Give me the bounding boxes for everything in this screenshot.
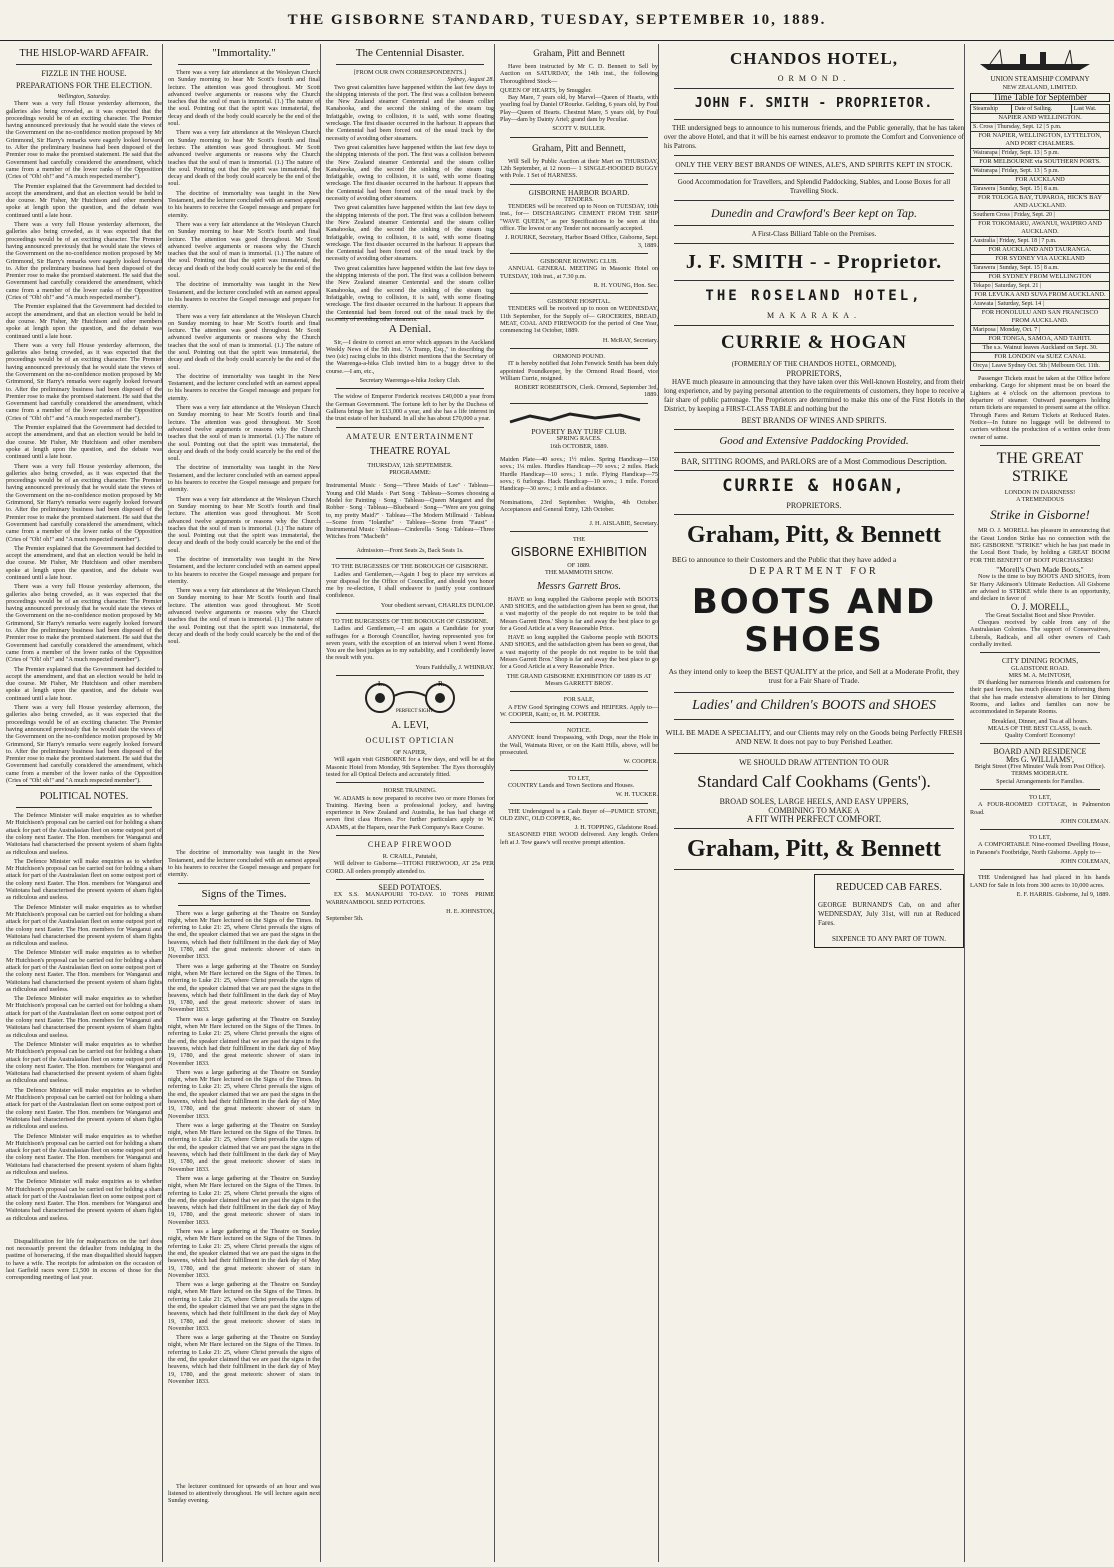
timetable-row: Southern Cross | Friday, Sept. 20 | xyxy=(970,211,1110,220)
divider xyxy=(674,869,954,870)
divider xyxy=(674,753,954,754)
timetable-route: FOR LEVUKA AND SUVA FROM AUCKLAND. xyxy=(970,291,1110,300)
ad-body: Ladies and Gentlemen,—Again I beg to place my services at your disposal for the Office of Councillor, and should you honor me by re-election, I shall endeavor to justify your continued confidence. xyxy=(326,570,494,600)
divider xyxy=(510,531,648,532)
ad-subheading: BEST BRANDS OF WINES AND SPIRITS. xyxy=(741,416,887,425)
ad-body: Now is the time to buy BOOTS AND SHOES, from Sir Harry Atkinson's Ultimate Reduction. All Gisborne are advised to STRIKE while there is an opportunity, and declare in favor of xyxy=(970,573,1110,603)
ad-body: TENDERS will be received up to noon on WEDNESDAY, 11th September, for the Supply of— GROCERIES, BREAD, MEAT, COAL AND FIREWOOD for the period of One Year, commencing 1st October, 1889. xyxy=(500,305,658,335)
ad-heading: GISBORNE HOSPITAL. xyxy=(547,298,611,306)
divider xyxy=(510,184,648,185)
divider xyxy=(674,828,954,829)
ad-subheading: A First-Class Billiard Table on the Premises. xyxy=(751,230,877,238)
ad-heading: Standard Calf Cookhams (Gents'). xyxy=(697,772,931,791)
ad-heading: Messrs Garrett Bros. xyxy=(537,580,621,592)
body-text-block: There was a large gathering at the Theatre on Sunday night, when Mr Hare lectured on the Signs of the Times. In referring to Luke 21: 25, where Christ prevails the signs of the end, the speaker claimed that we are past the signs in the heavens, which had their fulfillment in the dark day of May 19, 1780, and the great meteoric shower of stars in November 1833. There was a large gathering at the Theatre on Sunday night, when Mr Hare lectured on the Signs of the Times. In referring to Luke 21: 25, where Christ prevails the signs of the end, the speaker claimed that we are past the signs in the heavens, which had their fulfillment in the dark day of May 19, 1780, and the great meteoric shower of stars in November 1833. There was a large gathering at the Theatre on Sunday night, when Mr Hare lectured on the Signs of the Times. In referring to Luke 21: 25, where Christ prevails the signs of the end, the speaker claimed that we are past the signs in the heavens, which had their fulfillment in the dark day of May 19, 1780, and the great meteoric shower of stars in November 1833. There was a large gathering at the Theatre on Sunday night, when Mr Hare lectured on the Signs of the Times. In referring to Luke 21: 25, where Christ prevails the signs of the end, the speaker claimed that we are past the signs in the heavens, which had their fulfillment in the dark day of May 19, 1780, and the great meteoric shower of stars in November 1833. There was a large gathering at the Theatre on Sunday night, when Mr Hare lectured on the Signs of the Times. In referring to Luke 21: 25, where Christ prevails the signs of the end, the speaker claimed that we are past the signs in the heavens, which had their fulfillment in the dark day of May 19, 1780, and the great meteoric shower of stars in November 1833. There was a large gathering at the Theatre on Sunday night, when Mr Hare lectured on the Signs of the Times. In referring to Luke 21: 25, where Christ prevails the signs of the end, the speaker claimed that we are past the signs in the heavens, which had their fulfillment in the dark day of May 19, 1780, and the great meteoric shower of stars in November 1833. There was a large gathering at the Theatre on Sunday night, when Mr Hare lectured on the Signs of the Times. In referring to Luke 21: 25, where Christ prevails the signs of the end, the speaker claimed that we are past the signs in the heavens, which had their fulfillment in the dark day of May 19, 1780, and the great meteoric shower of stars in November 1833. There was a large gathering at the Theatre on Sunday night, when Mr Hare lectured on the Signs of the Times. In referring to Luke 21: 25, where Christ prevails the signs of the end, the speaker claimed that we are past the signs in the heavens, which had their fulfillment in the dark day of May 19, 1780, and the great meteoric shower of stars in November 1833. xyxy=(168,962,320,1385)
divider xyxy=(674,88,954,89)
divider xyxy=(674,692,954,693)
divider xyxy=(674,470,954,471)
ad-body: W. ADAMS is now prepared to receive two or more Horses for Training. Having been a professional jockey, and having experience in New Zealand and Australia, he has had charge of seven first class Horses. For further particulars apply to W. ADAMS, at the Haparu, near the Park Company's Race Course. xyxy=(326,794,494,831)
ad-subheading: A FIT WITH PERFECT COMFORT. xyxy=(746,814,882,824)
divider xyxy=(16,807,152,808)
ad-date: September 5th. xyxy=(326,915,364,923)
ad-heading: BOOTS AND SHOES xyxy=(691,582,937,660)
divider xyxy=(336,879,484,880)
divider xyxy=(510,722,648,723)
divider xyxy=(980,869,1100,870)
divider xyxy=(178,64,310,65)
ad-heading: TO LET, xyxy=(1028,834,1052,842)
ad-heading: HORSE TRAINING. xyxy=(383,787,437,795)
ad-body: Have been instructed by Mr C. D. Bennett to Sell by Auction on SATURDAY, the 14th inst., the following Thoroughbred Stock— xyxy=(500,63,658,85)
ad-subheading: (FORMERLY OF THE CHANDOS HOTEL, ORMOND), xyxy=(731,360,897,368)
divider xyxy=(674,225,954,226)
article-body: There was a very full House yesterday afternoon, the galleries also being crowded, as it was expected that the proceedings would be of an exciting character. The Premier having announced previously that he would state the views of the Government on the no-confidence motion proposed by Mr Grimmond, Sir Harry's remarks were eagerly looked forward to. After the preliminary business had been disposed of the Premier rose to make the promised statement. He said that the Government had carefully considered the amendment, which came from a member of the lower ranks of the Opposition (Cries of "Oh! oh!" and "A much respected member"). xyxy=(6,100,162,181)
timetable-row: Tarawera | Sunday, Sept. 15 | 8 a.m. xyxy=(970,185,1110,194)
ad-body: COUNTRY Lands and Town Sections and Houses. xyxy=(508,781,635,789)
timetable-route: FOR TONGA, SAMOA, AND TAHITI. xyxy=(970,335,1110,344)
divider xyxy=(510,137,648,138)
right-lens-label: R. xyxy=(438,680,445,689)
signature: JOHN COLEMAN, xyxy=(1060,858,1110,866)
article-body: The widow of Emperor Frederick receives £40,000 a year from the German Government. The fortune left to her by the Duchess of Galliera brings her in £13,000 a year, and she has a life interest in the trust estate of her husband. In all she has about £70,000 a year. xyxy=(326,393,494,423)
ad-subheading: COMBINING TO MAKE A xyxy=(768,806,860,815)
ad-body: THE Undersigned has had placed in his hands LAND for Sale in lots from 300 acres to 10,000 acres. xyxy=(970,874,1110,889)
timetable-route: The s.s. Wainui leaves Auckland on Sept. 30. xyxy=(970,344,1110,353)
article-body: The Defence Minister will make enquiries as to whether Mr Hutchison's proposal can be carried out for holding a sham attack for part of the Australasian fleet on some outpost port of the colony next Easter. The Hon. members for Wanganui and Waitotara had characterised the present system of sham fights as ridiculous and useless. xyxy=(6,812,162,856)
ad-subheading: MAKARAKA. xyxy=(766,311,862,320)
ad-body: HAVE so long supplied the Gisborne people with BOOTS AND SHOES, and the satisfaction given has been so great, that a vast majority of the people do not require to be told that Messrs Garrett Bros.' Shop is far and away the best place to go for a Good Article at a very Reasonable Price. xyxy=(500,595,658,632)
divider xyxy=(336,782,484,783)
article-body: Two great calamities have happened within the last few days to the shipping interests of the port. The first was a collision between the New Zealand steamer Centennial and the steam collier Kanahooka, and the second the sinking of the steam tug Infatigable, owing to collision, it is said, with some floating wreckage. The first disaster occurred in the harbour. It appears that the Centennial had been forced out of the usual track by the necessity of avoiding other steamers. Two great calamities have happened within the last few days to the shipping interests of the port. The first was a collision between the New Zealand steamer Centennial and the steam collier Kanahooka, and the second the sinking of the steam tug Infatigable, owing to collision, it is said, with some floating wreckage. The first disaster occurred in the harbour. It appears that the Centennial had been forced out of the usual track by the necessity of avoiding other steamers. Two great calamities have happened within the last few days to the shipping interests of the port. The first was a collision between the New Zealand steamer Centennial and the steam collier Kanahooka, and the second the sinking of the steam tug Infatigable, owing to collision, it is said, with some floating wreckage. The first disaster occurred in the harbour. It appears that the Centennial had been forced out of the usual track by the necessity of avoiding other steamers. Two great calamities have happened within the last few days to the shipping interests of the port. The first was a collision between the New Zealand steamer Centennial and the steam collier Kanahooka, and the second the sinking of the steam tug Infatigable, owing to collision, it is said, with some floating wreckage. The first disaster occurred in the harbour. It appears that the Centennial had been forced out of the usual track by the necessity of avoiding other steamers. xyxy=(326,83,494,323)
timetable-title: Time Table for September xyxy=(970,93,1110,102)
dateline: Sydney, August 28. xyxy=(447,76,494,84)
signature: H. E. JOHNSTON, xyxy=(446,907,494,915)
timetable-route: FOR HONOLULU AND SAN FRANCISCO FROM AUCKLAND. xyxy=(970,309,1110,326)
divider xyxy=(178,883,310,884)
ad-heading: TO LET, xyxy=(567,774,591,782)
article-body: There was a very fair attendance at the Wesleyan Church on Sunday morning to hear Mr Scott's fourth and final lecture. The attention was good throughout. Mr Scott advanced twelve arguments or reasons why the Church teaches that the soul of man is immortal. (1.) The nature of the soul. Pointing out that the spirit was immaterial, the decay and death of the body could scarcely be the end of the soul. xyxy=(168,69,320,128)
ad-subheading: ONLY THE VERY BEST BRANDS OF WINES, ALE'S, AND SPIRITS KEPT IN STOCK. xyxy=(675,160,953,169)
ad-body: Ladies and Gentlemen,—I am again a Candidate for your suffrages for a Borough Councillor, having represented you for seven years, with the exception of an interval when I went Home. You are the best judges as to my suitability, and I confidently leave the result with you. xyxy=(326,625,494,662)
timetable-route: FOR SYDNEY FROM WELLINGTON xyxy=(970,273,1110,282)
article-body: Sir,—I desire to correct an error which appears in the Auckland Weekly News of the 5th inst. "A Tramp, Esq.," in describing the two (sic) racing clubs in this district mentions that the Secretary of the Waerenga-a-hika Club invited him to a buggy drive to the course.—I am, etc., xyxy=(326,338,494,375)
divider xyxy=(336,427,484,428)
divider xyxy=(674,719,954,720)
article-title: POLITICAL NOTES. xyxy=(39,791,129,803)
timetable-header: Date of Sailing. xyxy=(1012,105,1071,114)
ad-body: TENDERS will be received up to Noon on TUESDAY, 10th inst., for— DISCHARGING CEMENT FROM THE SHIP "WAVE QUEEN," as per Specifications to be seen at this office. The lowest or any Tender not necessarily accepted. xyxy=(500,203,658,233)
timetable-row: Orcya | Leave Sydney Oct. 5th | Melbourn Oct. 11th. xyxy=(970,362,1110,371)
timetable-header: Steamship xyxy=(971,105,1012,114)
column-6 xyxy=(970,44,1110,1562)
timetable-route: FOR TOLOGA BAY, TUPAROA, HICK'S BAY AND AUCKLAND. xyxy=(970,194,1110,211)
article-body: The lecturer continued for upwards of an hour and was listened to attentively throughout. He will lecture again next Sunday evening. xyxy=(168,1482,320,1505)
ad-body: Passenger Tickets must be taken at the Office before embarking. Cargo for shipment must be on board the Lighters at 4 o'clock on the afternoon previous to departure of steamer. Outward passengers holding return tickets are requested to present same at the office. Through Fares and Return Tickets at Reduced Rates. Notice—In future no luggage will be delivered to carriers without the production of a written order from owner of same. xyxy=(970,375,1110,441)
divider xyxy=(16,64,152,65)
signature: E. F. HARRIS. Gisborne, Jul 9, 1889. xyxy=(1016,890,1110,898)
divider xyxy=(674,243,954,244)
ad-subheading: A TREMENDOUS xyxy=(1016,496,1064,504)
ad-heading: GISBORNE ROWING CLUB. xyxy=(540,257,618,265)
ad-body: WILL BE MADE A SPECIALITY, and our Clients may rely on the Goods being Perfectly FRESH AND NEW. It does not pay to buy Perished Leather. xyxy=(665,727,963,746)
divider xyxy=(336,835,484,836)
ad-subheading: BAR, SITTING ROOMS, and PARLORS are of a Most Commodious Description. xyxy=(681,457,947,466)
divider xyxy=(510,803,648,804)
ad-body: Will deliver to Gisborne—TITOKI FIREWOOD, AT 25s PER CORD. All orders promptly attended to. xyxy=(326,860,494,875)
divider xyxy=(510,293,648,294)
divider xyxy=(336,613,484,614)
ad-heading: TO LET, xyxy=(1028,793,1052,801)
column-3 xyxy=(326,44,495,1562)
divider xyxy=(674,452,954,453)
ad-subheading: PROGRAMME: xyxy=(389,468,431,476)
column-2 xyxy=(168,44,321,1562)
ad-subheading: PROPRIETORS, xyxy=(786,369,842,378)
ad-heading: CURRIE & HOGAN xyxy=(720,332,908,353)
divider xyxy=(336,388,484,389)
article-body: The Premier explained that the Government had decided to accept the amendment, and that an election would be held in due course. Mr Fisher, Mr Hutchison and other members spoke at length upon the question, and the debate was continued until a late hour. xyxy=(6,182,162,219)
timetable xyxy=(970,104,1110,114)
left-lens-label: L. xyxy=(378,680,385,689)
signature: W. H. TUCKER. xyxy=(615,791,658,799)
article-title: The Centennial Disaster. xyxy=(355,47,465,59)
signature: Secretary Waerenga-a-hika Jockey Club. xyxy=(359,377,461,385)
ad-body: ANYONE found Trespassing, with Dogs, near the Hole in the Wall, Waimata River, or on the Kaiti Hills, above, will be prosecuted. xyxy=(500,734,658,757)
timetable-route: FOR AUCKLAND xyxy=(970,176,1110,185)
ad-subheading: NEW ZEALAND, LIMITED. xyxy=(1002,83,1078,91)
ad-heading: THE xyxy=(572,535,586,543)
ad-heading: THE ROSELAND HOTEL, xyxy=(705,288,923,304)
body-text-block: The Defence Minister will make enquiries as to whether Mr Hutchison's proposal can be carried out for holding a sham attack for part of the Australasian fleet on some outpost port of the colony next Easter. The Hon. members for Wanganui and Waitotara had characterised the present system of sham fights as ridiculous and useless. The Defence Minister will make enquiries as to whether Mr Hutchison's proposal can be carried out for holding a sham attack for part of the Australasian fleet on some outpost port of the colony next Easter. The Hon. members for Wanganui and Waitotara had characterised the present system of sham fights as ridiculous and useless. The Defence Minister will make enquiries as to whether Mr Hutchison's proposal can be carried out for holding a sham attack for part of the Australasian fleet on some outpost port of the colony next Easter. The Hon. members for Wanganui and Waitotara had characterised the present system of sham fights as ridiculous and useless. The Defence Minister will make enquiries as to whether Mr Hutchison's proposal can be carried out for holding a sham attack for part of the Australasian fleet on some outpost port of the colony next Easter. The Hon. members for Wanganui and Waitotara had characterised the present system of sham fights as ridiculous and useless. The Defence Minister will make enquiries as to whether Mr Hutchison's proposal can be carried out for holding a sham attack for part of the Australasian fleet on some outpost port of the colony next Easter. The Hon. members for Wanganui and Waitotara had characterised the present system of sham fights as ridiculous and useless. The Defence Minister will make enquiries as to whether Mr Hutchison's proposal can be carried out for holding a sham attack for part of the Australasian fleet on some outpost port of the colony next Easter. The Hon. members for Wanganui and Waitotara had characterised the present system of sham fights as ridiculous and useless. The Defence Minister will make enquiries as to whether Mr Hutchison's proposal can be carried out for holding a sham attack for part of the Australasian fleet on some outpost port of the colony next Easter. The Hon. members for Wanganui and Waitotara had characterised the present system of sham fights as ridiculous and useless. The Defence Minister will make enquiries as to whether Mr Hutchison's proposal can be carried out for holding a sham attack for part of the Australasian fleet on some outpost port of the colony next Easter. The Hon. members for Wanganui and Waitotara had characterised the present system of sham fights as ridiculous and useless. xyxy=(6,857,162,1222)
timetable-header: Last Wat. xyxy=(1071,105,1109,114)
article-subtitle: PREPARATIONS FOR THE ELECTION. xyxy=(15,81,152,90)
ad-subheading: TENDERS. xyxy=(564,195,594,203)
ad-body: As they intend only to keep the BEST QUALITY at the price, and Sell at a Moderate Profit, they trust for a Fair Share of Trade. xyxy=(668,666,960,685)
ad-heading: Good and Extensive Paddocking Provided. xyxy=(719,435,909,447)
column-4 xyxy=(500,44,659,1562)
ad-heading: GISBORNE HARBOR BOARD. xyxy=(528,187,630,197)
ad-subheading: QUEEN OF HEARTS, by Smuggler. xyxy=(500,86,592,94)
signature: J. H. TOPPING, Gladstone Road. xyxy=(574,824,658,832)
ad-heading: REDUCED CAB FARES. xyxy=(836,882,942,893)
ad-subheading: WE SHOULD DRAW ATTENTION TO OUR xyxy=(739,758,889,767)
ad-subheading: The Great Socialist Boot and Shoe Provider. xyxy=(985,611,1095,619)
timetable-rows xyxy=(970,114,1110,371)
ad-body: BEG to announce to their Customers and the Public that they have added a xyxy=(672,555,897,564)
timetable-row: Arawata | Saturday, Sept. 14 | xyxy=(970,300,1110,309)
ad-heading: Graham, Pitt and Bennett, xyxy=(532,142,626,153)
ad-subheading: OCULIST OPTICIAN xyxy=(365,736,455,746)
signature: SCOTT V. BULLER. xyxy=(552,125,606,133)
ad-heading: O. J. MORELL, xyxy=(1010,602,1070,613)
article-subtitle: FIZZLE IN THE HOUSE. xyxy=(41,69,127,78)
article-title: "Immortality." xyxy=(212,47,276,59)
ad-body: A FEW Good Springing COWS and HEIFERS. Apply to— W. COOPER, Kaiti; or, H. M. PORTER. xyxy=(500,703,658,718)
ad-subheading: BROAD SOLES, LARGE HEELS, AND EASY UPPERS, xyxy=(719,797,909,806)
ad-subheading: DEPARTMENT FOR xyxy=(749,566,879,577)
ad-heading: THE GREAT STRIKE xyxy=(996,449,1084,485)
divider xyxy=(510,403,648,404)
divider xyxy=(336,675,484,676)
ad-subheading: OF 1889. xyxy=(567,562,591,570)
signature: Yours Faithfully, J. WHINRAY. xyxy=(415,663,494,671)
ad-body: Nominations, 23rd September. Weights, 4th October. Acceptances and General Entry, 12th October. xyxy=(500,498,658,514)
article-title: Signs of the Times. xyxy=(201,887,287,900)
ad-heading: JOHN F. SMITH - PROPRIETOR. xyxy=(694,96,934,111)
ad-heading: CHEAP FIREWOOD xyxy=(367,840,453,850)
timetable-row: Wairarapa | Friday, Sept. 13 | 5 p.m. xyxy=(970,167,1110,176)
ad-heading: Graham, Pitt and Bennett xyxy=(533,48,625,58)
ad-heading: A. LEVI, xyxy=(391,720,429,732)
ad-body: A COMFORTABLE Nine-roomed Dwelling House, in Paraone's Footbridge, North Gisborne. Apply to— xyxy=(970,841,1110,856)
signature: JOHN COLEMAN. xyxy=(1060,817,1110,825)
steamship-icon xyxy=(970,46,1110,72)
divider xyxy=(980,789,1100,790)
ad-body: EX S.S. MANAPOURI TO-DAY. 10 TONS PRIME WARRNAMBOOL SEED POTATOES. xyxy=(326,891,494,906)
spectacles-illustration xyxy=(326,680,494,716)
ad-body: Will Sell by Public Auction at their Mart on THURSDAY, 12th September, at 12 noon— 1 SINGLE-HOODED BUGGY with Pole. 1 Set of HARNESS. xyxy=(500,157,658,180)
divider xyxy=(980,652,1100,653)
divider xyxy=(178,905,310,906)
ad-subheading: THE MAMMOTH SHOW. xyxy=(544,569,613,577)
article-body: There was a large gathering at the Theatre on Sunday night, when Mr Hare lectured on the Signs of the Times. In referring to Luke 21: 25, where Christ prevails the signs of the end, the speaker claimed that we are past the signs in the heavens, which had their fulfillment in the dark day of May 19, 1780, and the great meteoric shower of stars in November 1833. xyxy=(168,909,320,961)
signature: J. H. AISLABIE, Secretary. xyxy=(589,519,658,527)
ad-heading: POVERTY BAY TURF CLUB. xyxy=(531,426,627,436)
ad-heading: CITY DINING ROOMS, xyxy=(1001,656,1079,666)
ad-body: IT is hereby notified that John Fenwick Smith has been duly appointed Poundkeeper, by the Ormond Road Board, vice William Currie, resigned. xyxy=(500,360,658,382)
ad-heading: ORMOND POUND. xyxy=(553,352,605,360)
divider xyxy=(16,785,152,786)
ad-subheading: Quality Comfort! Economy! xyxy=(1004,732,1076,740)
ad-heading: Dunedin and Crawford's Beer kept on Tap. xyxy=(710,206,917,220)
signature: R. H. YOUNG, Hon. Sec. xyxy=(593,281,658,289)
ad-body: Cheques received by cable from any of the Australasian Colonies. The support of Conservatives, Liberals, Radicals, and all other owners of Cash cordially invited. xyxy=(970,619,1110,648)
ad-heading: TO THE BURGESSES OF THE BOROUGH OF GISBORNE. xyxy=(331,563,489,571)
spectacles-icon xyxy=(350,680,470,716)
ad-subheading: Bright Street (Five Minutes' Walk from Post Office). xyxy=(974,763,1106,771)
timetable-row: Wairarapa | Friday, Sept. 13 | 5 p.m. xyxy=(970,149,1110,158)
ad-subheading: MEALS OF THE BEST CLASS, 1s each. xyxy=(987,724,1093,732)
ad-heading: SEED POTATOES. xyxy=(378,882,442,892)
programme-list: Instrumental Music · Song—"Three Maids of Lee" · Tableau—Young and Old Maids · Part Song · Tableau—Scenes choosing a Model for Painting · Song · Tableau—Queen Margaret and the Robber · Song · Tableau—Bluebeard · Song—"Were are you going to, my pretty Maid?" · Tableau—The Modern Millmaid · Tableau—Scene from "Iolanthe" · Tableau—Scene from "Faust" · Instrumental Music · Tableau—Cinderella · Song · Tableau—Three Witches from "Macbeth" xyxy=(326,482,494,541)
masthead: THE GISBORNE STANDARD, TUESDAY, SEPTEMBER 10, 1889. xyxy=(0,0,1114,41)
ad-subheading: ORMOND. xyxy=(777,74,851,83)
ad-heading: CHANDOS HOTEL, xyxy=(730,49,898,68)
ad-heading: GISBORNE EXHIBITION xyxy=(510,545,648,560)
ad-body: GEORGE BURNAND'S Cab, on and after WEDNESDAY, July 31st, will run at Reduced Fares. xyxy=(818,901,960,927)
divider xyxy=(510,770,648,771)
timetable-route: FOR LONDON via SUEZ CANAL xyxy=(970,353,1110,362)
ad-body: Bay Mare, 7 years old, by Marvel—Queen of Hearts, with yearling foal by Daniel O'Rourke. Gelding, 6 years old, by Foul Play—Queen of Hearts. Chestnut Mare, 5 years old, by Foul Play—dam by Dainty Ariel; grand dam by Peculiar. xyxy=(500,94,659,124)
ad-heading: CURRIE & HOGAN, xyxy=(722,476,906,496)
signature: Your obedient servant, CHARLES DUNLOP. xyxy=(380,601,494,609)
divider xyxy=(674,155,954,156)
column-1 xyxy=(6,44,163,1562)
timetable-row: Tarawera | Sunday, Sept. 15 | 8 a.m. xyxy=(970,264,1110,273)
ad-heading: AMATEUR ENTERTAINMENT xyxy=(345,431,475,441)
timetable-route: FOR AUCKLAND AND TAURANGA. xyxy=(970,246,1110,255)
divider xyxy=(336,558,484,559)
ad-subheading: Breakfast, Dinner, and Tea at all hours. xyxy=(991,717,1089,725)
ad-body: HAVE much pleasure in announcing that they have taken over this Well-known Hostelry, and from their long experience, and by paying personal attention to the requirements of customers, they hope to receive a fair share of public patronage. The Proprietors are determined to make this one of the First Hotels in the District, by keeping a FIRST-CLASS TABLE and nothing but the xyxy=(664,378,964,413)
timetable-route: FOR SYDNEY VIA AUCKLAND xyxy=(970,255,1110,264)
article-title: THE HISLOP-WARD AFFAIR. xyxy=(19,48,149,59)
divider xyxy=(980,829,1100,830)
timetable-route: FOR MELBOURNE via SOUTHERN PORTS. xyxy=(970,158,1110,167)
ad-body: MR O. J. MORELL has pleasure in announcing that the Great London Strike has no connection with the BIG GISBORNE "STRIKE" which he has just made in the Local Boot Trade, by holding a GREAT BOOM FOR THE BENEFIT OF BOOT PURCHASERS! xyxy=(970,527,1110,564)
divider xyxy=(980,445,1100,446)
ad-body: Maiden Plate—40 sovs.; 1½ miles. Spring Handicap—150 sovs.; 1¼ miles. Hurdles Handicap—70 sovs.; 2 miles. Hack Hurdle Handicap—10 sovs.; 1 mile. Flying Handicap—75 sovs.; 6 furlongs. Hack Handicap—10 sovs.; 1 mile. Forced Handicap—30 sovs.; 1 mile and a distance. xyxy=(500,456,658,493)
ad-body: IN thanking her numerous friends and customers for their past favors, has much pleasure in informing them that she has made extensive alterations to her Dining Rooms, and ladies and families can now be accommodated in Separate Rooms. xyxy=(970,679,1110,716)
ad-subheading: Special Arrangements for Families. xyxy=(996,777,1084,785)
ad-heading: BOARD AND RESIDENCE xyxy=(993,747,1087,757)
divider xyxy=(674,325,954,326)
signature: W. COOPER. xyxy=(623,758,658,766)
ad-date: THURSDAY, 12th SEPTEMBER. xyxy=(367,461,453,469)
ad-body: SEASONED FIRE WOOD delivered. Any length. Orders left at J. Tow gaaw's will receive prompt attention. xyxy=(500,831,658,846)
ad-subheading: SPRING RACES. xyxy=(556,435,602,443)
ad-subheading: "Morell's Own Made Boots," xyxy=(996,564,1084,574)
ad-subheading: LONDON IN DARKNESS! xyxy=(1004,488,1076,496)
ad-heading: Graham, Pitt, & Bennett xyxy=(687,522,941,548)
cab-fares-ad xyxy=(814,874,964,948)
timetable-route: NAPIER AND WELLINGTON. xyxy=(970,114,1110,123)
ad-heading: Mrs G. WILLIAMS', xyxy=(1006,754,1074,764)
ad-subheading: R. CRAILL, Patutahi, xyxy=(382,853,438,861)
ad-heading: Strike in Gisborne! xyxy=(990,507,1090,523)
timetable-route: FOR TOKOMARU, AWANUI, WAIPIRO AND AUCKLAND. xyxy=(970,220,1110,237)
timetable-row: S. Cross | Thursday, Sept. 12 | 5 p.m. xyxy=(970,123,1110,132)
signature: ROBERT ROBERTSON, Clerk. Ormond, September 3rd, 1889. xyxy=(514,384,658,399)
source-line: [FROM OUR OWN CORRESPONDENTS.] xyxy=(353,69,467,76)
ad-subheading: SIXPENCE TO ANY PART OF TOWN. xyxy=(832,935,946,943)
ad-heading: FOR SALE, xyxy=(563,696,595,704)
article-body: Disqualification for life for malpractices on the turf does not necessarily prevent the defaulter from indulging in the pastime of horseracing, if the man disqualified should happen to have a wife. The receipts for admission on the occasion of last Garfield races were £1,500 in excess of those for the corresponding meeting of last year. xyxy=(6,1237,162,1282)
admission: Admission—Front Seats 2s, Back Seats 1s. xyxy=(356,546,464,554)
ad-body: THE undersigned begs to announce to his numerous friends, and the Public generally, that he has taken over the above Hotel, and that it will be his earnest endeavor to promote the Comfort and Convenience of his Patrons. xyxy=(664,124,964,150)
article-body: The doctrine of immortality was taught in the New Testament, and the lecturer concluded with an earnest appeal to his hearers to receive the Gospel message and prepare for eternity. xyxy=(168,849,320,879)
ad-heading: THEATRE ROYAL xyxy=(369,445,451,457)
ad-heading: J. F. SMITH - - Proprietor. xyxy=(685,251,943,273)
signature: J. ROURKE, Secretary, Harbor Board Office, Gisborne, Sept. 3, 1889. xyxy=(505,234,658,249)
timetable-row: Australia | Friday, Sept. 18 | 7 p.m. xyxy=(970,237,1110,246)
timetable-row: Tekapo | Saturday, Sept. 21 | xyxy=(970,282,1110,291)
ad-heading: Ladies' and Children's BOOTS and SHOES xyxy=(692,698,936,713)
eye-caption: PERFECT SIGHT xyxy=(396,709,434,715)
divider xyxy=(674,173,954,174)
ad-heading: UNION STEAMSHIP COMPANY xyxy=(990,75,1090,84)
divider xyxy=(510,348,648,349)
dateline: Wellington, Saturday. xyxy=(57,93,111,100)
ad-heading: NOTICE. xyxy=(566,727,592,735)
ad-body: ANNUAL GENERAL MEETING in Masonic Hotel on TUESDAY, 10th inst., at 7.30 p.m. xyxy=(500,265,658,280)
ad-date: 16th OCTOBER, 1889. xyxy=(549,442,609,450)
divider xyxy=(674,200,954,201)
horse-race-icon xyxy=(500,408,650,426)
ad-subheading: MRS M. A. McINTOSH, xyxy=(1008,671,1072,679)
body-text-block: There was a very fair attendance at the Wesleyan Church on Sunday morning to hear Mr Scott's fourth and final lecture. The attention was good throughout. Mr Scott advanced twelve arguments or reasons why the Church teaches that the soul of man is immortal. (1.) The nature of the soul. Pointing out that the spirit was immaterial, the decay and death of the body could scarcely be the end of the soul. The doctrine of immortality was taught in the New Testament, and the lecturer concluded with an earnest appeal to his hearers to receive the Gospel message and prepare for eternity. There was a very fair attendance at the Wesleyan Church on Sunday morning to hear Mr Scott's fourth and final lecture. The attention was good throughout. Mr Scott advanced twelve arguments or reasons why the Church teaches that the soul of man is immortal. (1.) The nature of the soul. Pointing out that the spirit was immaterial, the decay and death of the body could scarcely be the end of the soul. The doctrine of immortality was taught in the New Testament, and the lecturer concluded with an earnest appeal to his hearers to receive the Gospel message and prepare for eternity. There was a very fair attendance at the Wesleyan Church on Sunday morning to hear Mr Scott's fourth and final lecture. The attention was good throughout. Mr Scott advanced twelve arguments or reasons why the Church teaches that the soul of man is immortal. (1.) The nature of the soul. Pointing out that the spirit was immaterial, the decay and death of the body could scarcely be the end of the soul. The doctrine of immortality was taught in the New Testament, and the lecturer concluded with an earnest appeal to his hearers to receive the Gospel message and prepare for eternity. There was a very fair attendance at the Wesleyan Church on Sunday morning to hear Mr Scott's fourth and final lecture. The attention was good throughout. Mr Scott advanced twelve arguments or reasons why the Church teaches that the soul of man is immortal. (1.) The nature of the soul. Pointing out that the spirit was immaterial, the decay and death of the body could scarcely be the end of the soul. The doctrine of immortality was taught in the New Testament, and the lecturer concluded with an earnest appeal to his hearers to receive the Gospel message and prepare for eternity. There was a very fair attendance at the Wesleyan Church on Sunday morning to hear Mr Scott's fourth and final lecture. The attention was good throughout. Mr Scott advanced twelve arguments or reasons why the Church teaches that the soul of man is immortal. (1.) The nature of the soul. Pointing out that the spirit was immaterial, the decay and death of the body could scarcely be the end of the soul. The doctrine of immortality was taught in the New Testament, and the lecturer concluded with an earnest appeal to his hearers to receive the Gospel message and prepare for eternity. There was a very fair attendance at the Wesleyan Church on Sunday morning to hear Mr Scott's fourth and final lecture. The attention was good throughout. Mr Scott advanced twelve arguments or reasons why the Church teaches that the soul of man is immortal. (1.) The nature of the soul. Pointing out that the spirit was immaterial, the decay and death of the body could scarcely be the end of the soul. xyxy=(168,129,320,646)
ad-subheading: Good Accommodation for Travellers, and Splendid Paddocking, Stables, and Loose Boxes for all Travelling Stock. xyxy=(677,178,951,195)
divider xyxy=(980,743,1100,744)
ad-heading: TO THE BURGESSES OF THE BOROUGH OF GISBORNE. xyxy=(331,617,489,625)
ad-subheading: GLADSTONE ROAD. xyxy=(1011,664,1069,672)
body-text-block: There was a very full House yesterday afternoon, the galleries also being crowded, as it was expected that the proceedings would be of an exciting character. The Premier having announced previously that he would state the views of the Government on the no-confidence motion proposed by Mr Grimmond, Sir Harry's remarks were eagerly looked forward to. After the preliminary business had been disposed of the Premier rose to make the promised statement. He said that the Government had carefully considered the amendment, which came from a member of the lower ranks of the Opposition (Cries of "Oh! oh!" and "A much respected member"). The Premier explained that the Government had decided to accept the amendment, and that an election would be held in due course. Mr Fisher, Mr Hutchison and other members spoke at length upon the question, and the debate was continued until a late hour. There was a very full House yesterday afternoon, the galleries also being crowded, as it was expected that the proceedings would be of an exciting character. The Premier having announced previously that he would state the views of the Government on the no-confidence motion proposed by Mr Grimmond, Sir Harry's remarks were eagerly looked forward to. After the preliminary business had been disposed of the Premier rose to make the promised statement. He said that the Government had carefully considered the amendment, which came from a member of the lower ranks of the Opposition (Cries of "Oh! oh!" and "A much respected member"). The Premier explained that the Government had decided to accept the amendment, and that an election would be held in due course. Mr Fisher, Mr Hutchison and other members spoke at length upon the question, and the debate was continued until a late hour. There was a very full House yesterday afternoon, the galleries also being crowded, as it was expected that the proceedings would be of an exciting character. The Premier having announced previously that he would state the views of the Government on the no-confidence motion proposed by Mr Grimmond, Sir Harry's remarks were eagerly looked forward to. After the preliminary business had been disposed of the Premier rose to make the promised statement. He said that the Government had carefully considered the amendment, which came from a member of the lower ranks of the Opposition (Cries of "Oh! oh!" and "A much respected member"). The Premier explained that the Government had decided to accept the amendment, and that an election would be held in due course. Mr Fisher, Mr Hutchison and other members spoke at length upon the question, and the debate was continued until a late hour. There was a very full House yesterday afternoon, the galleries also being crowded, as it was expected that the proceedings would be of an exciting character. The Premier having announced previously that he would state the views of the Government on the no-confidence motion proposed by Mr Grimmond, Sir Harry's remarks were eagerly looked forward to. After the preliminary business had been disposed of the Premier rose to make the promised statement. He said that the Government had carefully considered the amendment, which came from a member of the lower ranks of the Opposition (Cries of "Oh! oh!" and "A much respected member"). The Premier explained that the Government had decided to accept the amendment, and that an election would be held in due course. Mr Fisher, Mr Hutchison and other members spoke at length upon the question, and the debate was continued until a late hour. There was a very full House yesterday afternoon, the galleries also being crowded, as it was expected that the proceedings would be of an exciting character. The Premier having announced previously that he would state the views of the Government on the no-confidence motion proposed by Mr Grimmond, Sir Harry's remarks were eagerly looked forward to. After the preliminary business had been disposed of the Premier rose to make the promised statement. He said that the Government had carefully considered the amendment, which came from a member of the lower ranks of the Opposition (Cries of "Oh! oh!" and "A much respected member"). xyxy=(6,221,162,785)
timetable-row: Mariposa | Monday, Oct. 7 | xyxy=(970,326,1110,335)
signature: H. McRAY, Secretary. xyxy=(602,336,658,344)
article-title: A Denial. xyxy=(388,322,432,335)
timetable-route: FOR NAPIER, WELLINGTON, LYTTELTON, AND PORT CHALMERS. xyxy=(970,132,1110,149)
divider xyxy=(336,64,484,65)
divider xyxy=(674,429,954,430)
divider xyxy=(674,280,954,281)
ad-heading: Graham, Pitt, & Bennett xyxy=(687,836,941,862)
ad-subheading: TERMS MODERATE. xyxy=(1011,770,1069,778)
ad-subheading: THE GRAND GISBORNE EXHIBITION OF 1889 IS AT Messrs GARRETT BROS'. xyxy=(506,672,652,687)
ad-subheading: PROPRIETORS. xyxy=(786,501,842,510)
ad-body: Will again visit GISBORNE for a few days, and will be at the Masonic Hotel from Monday, 9th September. The Eyes thoroughly tested for all Optical Defects and accurately fitted. xyxy=(326,756,494,778)
divider xyxy=(510,253,648,254)
ad-body: A FOUR-ROOMED COTTAGE, in Palmerston Road. xyxy=(970,801,1110,816)
divider xyxy=(674,514,954,515)
ad-body: THE Undersigned is a Cash Buyer of—PUMICE STONE, OLD ZINC, OLD COPPER, &c. xyxy=(500,807,658,822)
ad-subheading: OF NAPIER, xyxy=(393,749,427,757)
column-5 xyxy=(664,44,965,1562)
ad-body: HAVE so long supplied the Gisborne people with BOOTS AND SHOES, and the satisfaction given has been so great, that a vast majority of the people do not require to be told that Messrs Garrett Bros.' Shop is far and away the best place to go for a Good Article at a very Reasonable Price. xyxy=(500,634,658,671)
divider xyxy=(510,691,648,692)
divider xyxy=(674,119,954,120)
